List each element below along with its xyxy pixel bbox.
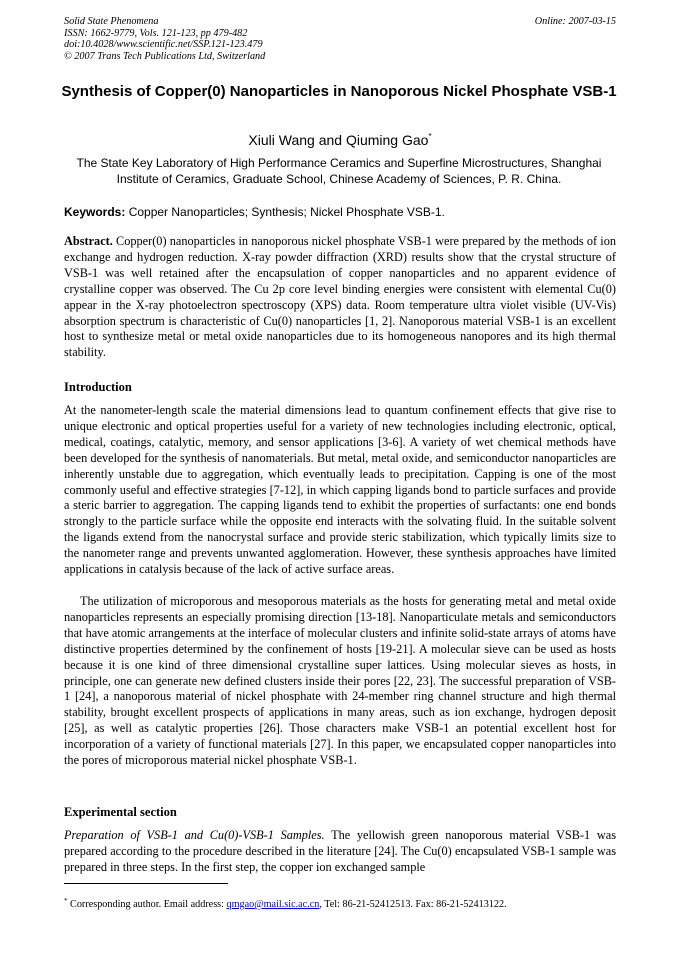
author-names: Xiuli Wang and Qiuming Gao — [248, 132, 429, 148]
journal-doi: doi:10.4028/www.scientific.net/SSP.121-123.479 — [64, 39, 263, 51]
footnote-prefix: Corresponding author. Email address: — [67, 899, 227, 910]
journal-issn: ISSN: 1662-9779, Vols. 121-123, pp 479-482 — [64, 27, 248, 39]
paper-title: Synthesis of Copper(0) Nanoparticles in Nanoporous Nickel Phosphate VSB-1 — [61, 83, 617, 100]
footnote-suffix: , Tel: 86-21-52412513. Fax: 86-21-52413122. — [319, 899, 507, 910]
experimental-subheading: Preparation of VSB-1 and Cu(0)-VSB-1 Samples. — [64, 828, 325, 842]
introduction-heading: Introduction — [64, 380, 132, 394]
affiliation: The State Key Laboratory of High Performance Ceramics and Superfine Microstructures, Shanghai Institute of Ceramics, Graduate School, Chinese Academy of Sciences, P. R. China. — [76, 156, 602, 186]
experimental-paragraph — [64, 828, 616, 876]
abstract-label: Abstract. — [64, 234, 113, 248]
footnote-marker: * — [64, 897, 68, 905]
keywords — [64, 204, 616, 220]
journal-name: Solid State Phenomena — [64, 16, 159, 27]
abstract — [64, 234, 616, 361]
online-date: Online: 2007-03-15 — [534, 16, 616, 27]
keywords-text: Copper Nanoparticles; Synthesis; Nickel Phosphate VSB-1. — [125, 205, 445, 219]
footnote-divider — [64, 883, 228, 884]
experimental-text: The yellowish green nanoporous material VSB-1 was prepared according to the procedure described in the literature [24]. The Cu(0) encapsulated VSB-1 sample was prepared in three steps. In the first step, the copper ion exchanged sample — [64, 828, 616, 874]
email-link[interactable]: qmgao@mail.sic.ac.cn — [226, 899, 320, 910]
experimental-heading: Experimental section — [64, 805, 177, 819]
journal-header — [64, 16, 616, 62]
abstract-text: Copper(0) nanoparticles in nanoporous nickel phosphate VSB-1 were prepared by the methods of ion exchange and hydrogen reduction. X-ray powder diffraction (XRD) results show that the crystal structure of VSB-1 was well retained after the encapsulation of copper nanoparticles and no apparent evidence of crystalline copper was observed. The Cu 2p core level binding energies were consistent with elemental Cu(0) appear in the X-ray photoelectron spectroscopy (XPS) data. Room temperature ultra violet visible (UV-Vis) absorption spectrum is characteristic of Cu(0) nanoparticles [1, 2]. Nanoporous material VSB-1 is an excellent host to synthesize metal or metal oxide nanoparticles due to its homogeneous nanopores and its high thermal stability. — [64, 234, 616, 360]
footnote — [64, 898, 616, 911]
introduction-paragraph-1: At the nanometer-length scale the material dimensions lead to quantum confinement effects that give rise to unique electronic and optical properties useful for a variety of new technologies including electronic, optical, medical, coatings, catalytic, memory, and sensor applications [3-6]. A variety of wet chemical methods have been developed for the synthesis of nanomaterials. But metal, metal oxide, and semiconductor nanoparticles are inherently unstable due to aggregation, which eventually leads to precipitation. Capping is one of the most commonly useful and effective strategies [7-12], in which capping ligands bond to particle surfaces and provide a steric barrier to aggregation. The capping ligands tend to exhibit the properties of surfactants: one end bonds strongly to the particle surface while the opposite end interacts with the solvating fluid. In the suitable solvent the ligands extend from the nanocrystal surface and provide steric stabilization, which typically limits size to the nanometer range and prevents unwanted agglomeration. However, these synthesis approaches have limited applications in catalysis because of the lack of active surface areas. — [64, 403, 616, 577]
introduction-paragraph-2: The utilization of microporous and mesoporous materials as the hosts for generating metal and metal oxide nanoparticles represents an especially promising direction [13-18]. Nanoparticulate metals and semiconductors that have atomic arrangements at the interface of molecular clusters and infinite solid-state arrays of atoms have distinctive properties determined by the confinement of hosts [19-21]. A molecular sieve can be used as hosts because it is one kind of three dimensional crystalline super lattices. Using molecular sieves as hosts, in principle, one can generate new defined clusters inside their pores [22, 23]. The successful preparation of VSB-1 [24], a nanoporous material of nickel phosphate with 24-member ring channel structure and high thermal stability, brought excellent prospects of applications in many areas, such as ion exchange, hydrogen deposit [25], as well as catalytic properties [26]. Those characters make VSB-1 an potential excellent host for incorporation of a variety of functional materials [27]. In this paper, we encapsulated copper nanoparticles into the pores of microporous material nickel phosphate VSB-1. — [64, 594, 616, 768]
keywords-label: Keywords: — [64, 205, 126, 219]
author-line — [64, 131, 616, 149]
journal-copyright: © 2007 Trans Tech Publications Ltd, Switzerland — [64, 50, 266, 62]
corresponding-author-marker: * — [428, 132, 432, 141]
